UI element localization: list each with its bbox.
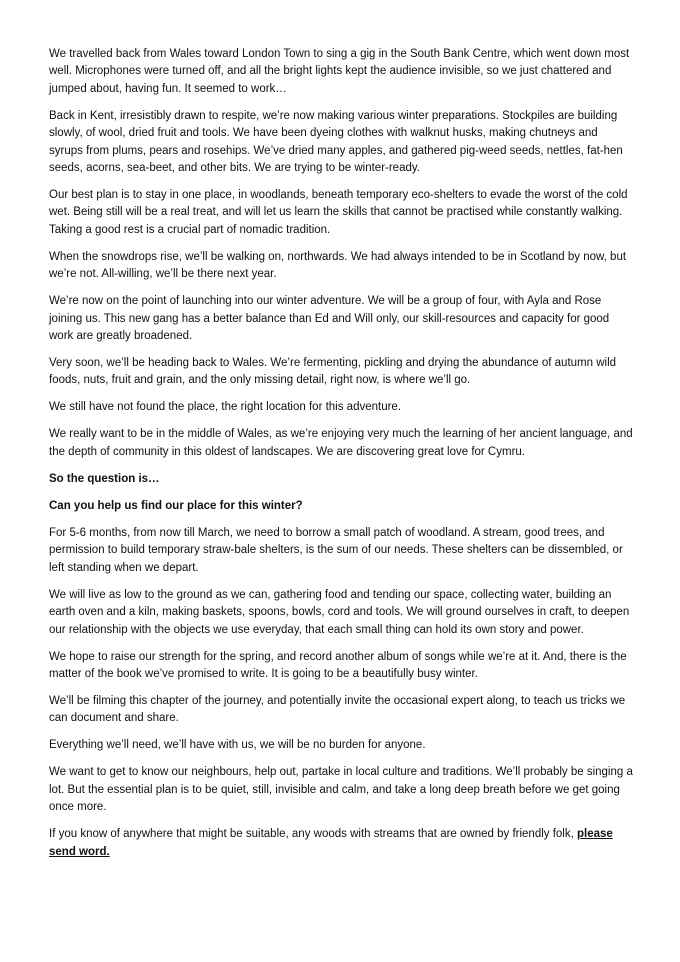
paragraph-live-low: We will live as low to the ground as we can, gathering food and tending our space, collecting water, building an earth oven and a kiln, making baskets, spoons, bowls, cord and tools. We will ground ourselves in craft, to deepen our relationship with the objects we use everyday, that each small thing can hold its own story and power. xyxy=(49,588,630,636)
paragraph-woodland-needs: For 5-6 months, from now till March, we need to borrow a small patch of woodland. A stream, good trees, and permission to build temporary straw-bale shelters, is the sum of our needs. These shelters can be dissembled, or left standing when we depart. xyxy=(49,526,623,574)
paragraph-neighbours: We want to get to know our neighbours, help out, partake in local culture and traditions. We’ll probably be singing a lot. But the essential plan is to be quiet, still, invisible and calm, and take a long deep breath before we get going once more. xyxy=(49,766,633,814)
paragraph-snowdrops: When the snowdrops rise, we’ll be walking on, northwards. We had always intended to be in Scotland by now, but we’re not. All-willing, we’ll be there next year. xyxy=(49,250,627,281)
question-heading: Can you help us find our place for this winter? xyxy=(49,499,303,512)
paragraph-gig: We travelled back from Wales toward London Town to sing a gig in the South Bank Centre, which went down most well. Microphones were turned off, and all the bright lights kept the audience invisible, so we just chattered and jumped about, having fun. It seemed to work… xyxy=(49,48,630,95)
paragraph-no-burden: Everything we’ll need, we’ll have with us, we will be no burden for anyone. xyxy=(49,739,426,752)
paragraph-location-not-found: We still have not found the place, the right location for this adventure. xyxy=(49,401,402,414)
please-send-word-link[interactable]: please send word. xyxy=(49,828,613,858)
paragraph-middle-of-wales: We really want to be in the middle of Wales, as we’re enjoying very much the learning of her ancient language, and the depth of community in this oldest of landscapes. We are discovering great love for Cymru. xyxy=(49,428,633,458)
paragraph-best-plan: Our best plan is to stay in one place, in woodlands, beneath temporary eco-shelters to evade the worst of the cold wet. Being still will be a real treat, and will let us learn the skills that cannot be practised while constantly walking. Taking a good rest is a crucial part of nomadic tradition. xyxy=(49,189,628,236)
paragraph-filming: We’ll be filming this chapter of the journey, and potentially invite the occasional expert along, to teach us tricks we can document and share. xyxy=(49,694,626,725)
paragraph-spring-album: We hope to raise our strength for the spring, and record another album of songs while we’re at it. And, there is the matter of the book we’ve promised to write. It is going to be a beautifully busy winter. xyxy=(49,650,627,680)
paragraph-heading-to-wales: Very soon, we’ll be heading back to Wales. We’re fermenting, pickling and drying the abundance of autumn wild foods, nuts, fruit and grain, and the only missing detail, right now, is where we’ll go. xyxy=(49,357,617,387)
paragraph-winter-preparations: Back in Kent, irresistibly drawn to respite, we’re now making various winter preparations. Stockpiles are building slowly, of wool, dried fruit and tools. We have been dyeing clothes with walknut husks, making chutneys and syrups from plums, pears and rosehips. We’ve dried many apples, and gathered pig-weed seeds, nettles, fat-hen seeds, acorns, sea-beet, and other bits. We are trying to be winter-ready. xyxy=(49,109,623,175)
question-intro: So the question is… xyxy=(49,472,160,485)
paragraph-closing xyxy=(49,826,634,861)
paragraph-group-of-four: We’re now on the point of launching into our winter adventure. We will be a group of four, with Ayla and Rose joining us. This new gang has a better balance than Ed and Will only, our skill-resources and capacity for good work are greatly broadened. xyxy=(49,295,610,343)
closing-text: If you know of anywhere that might be suitable, any woods with streams that are owned by friendly folk, xyxy=(49,828,577,841)
